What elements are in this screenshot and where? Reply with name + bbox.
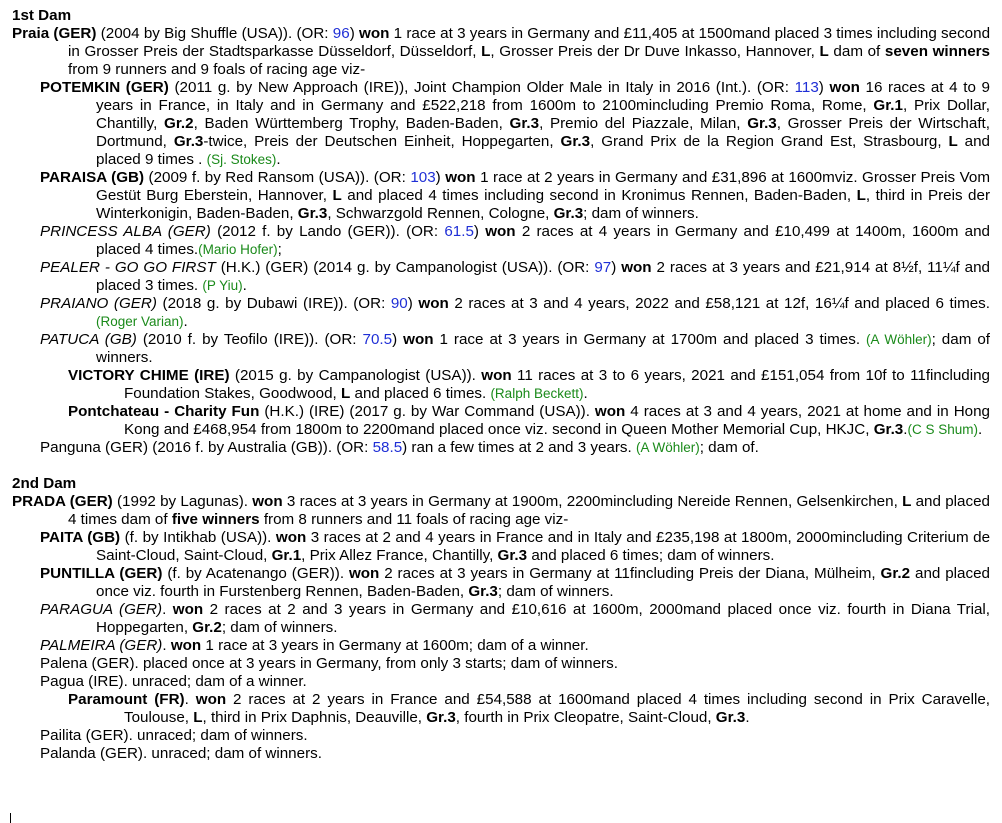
trainer: (Mario Hofer) (198, 242, 278, 257)
offspring-entry-pagua: Pagua (IRE). unraced; dam of a winner. (40, 673, 307, 690)
grand-offspring-entry-victory-chime: VICTORY CHIME (IRE) (2015 g. by Campanologist (USA)). won 11 races at 3 to 6 years, 2021 and £151,054 from 10f to 11fincluding Foundation Stakes, Goodwood, L and placed 6 times. (Ralph Beckett). (68, 367, 991, 402)
or-rating: 113 (794, 79, 819, 96)
horse-name: PALMEIRA (GER) (40, 637, 163, 654)
trainer: (A Wöhler) (635, 440, 700, 455)
text-cursor (10, 813, 11, 823)
offspring-entry-paraisa: PARAISA (GB) (2009 f. by Red Ransom (USA)). (OR: 103) won 1 race at 2 years in Germany and £31,896 at 1600mviz. Grosser Preis Vom Gestüt Burg Eberstein, Hannover, L and placed 4 times including second in Kronimus Rennen, Baden-Baden, L, third in Preis der Winterkonigin, Baden-Baden, Gr.3, Schwarzgold Rennen, Cologne, Gr.3; dam of winners. (40, 169, 991, 222)
offspring-entry-palmeira: PALMEIRA (GER). won 1 race at 3 years in Germany at 1600m; dam of a winner. (40, 637, 589, 654)
or-rating: 97 (594, 259, 612, 276)
trainer: (A Wöhler) (866, 332, 932, 347)
trainer: (P Yiu) (202, 278, 243, 293)
or-rating: 61.5 (444, 223, 474, 240)
horse-name: PRAIANO (GER) (40, 295, 157, 312)
section-spacer (12, 457, 990, 475)
horse-name: PEALER - GO GO FIRST (40, 259, 216, 276)
trainer: (Sj. Stokes) (206, 152, 277, 167)
offspring-entry-palanda: Palanda (GER). unraced; dam of winners. (40, 745, 322, 762)
horse-name: Paramount (FR) (68, 691, 185, 708)
horse-name: PUNTILLA (GER) (40, 565, 163, 582)
horse-name: PARAGUA (GER) (40, 601, 163, 618)
offspring-entry-praiano: PRAIANO (GER) (2018 g. by Dubawi (IRE)). (OR: 90) won 2 races at 3 and 4 years, 2022 and £58,121 at 12f, 16¼f and placed 6 times.(Roger Varian). (40, 295, 991, 330)
dam-entry-prada: PRADA (GER) (1992 by Lagunas). won 3 races at 3 years in Germany at 1900m, 2200mincluding Nereide Rennen, Gelsenkirchen, L and placed 4 times dam of five winners from 8 runners and 11 foals of racing age viz- (12, 493, 990, 528)
offspring-entry-palena: Palena (GER). placed once at 3 years in Germany, from only 3 starts; dam of winners. (40, 655, 618, 672)
horse-name: PAITA (GB) (40, 529, 121, 546)
trainer: (C S Shum) (907, 422, 978, 437)
or-rating: 70.5 (362, 331, 393, 348)
horse-name: VICTORY CHIME (IRE) (68, 367, 230, 384)
trainer: (Roger Varian) (96, 314, 184, 329)
horse-name: PATUCA (GB) (40, 331, 137, 348)
offspring-entry-princess-alba: PRINCESS ALBA (GER) (2012 f. by Lando (GER)). (OR: 61.5) won 2 races at 4 years in Germany and £10,499 at 1400m, 1600m and placed 4 times.(Mario Hofer); (40, 223, 990, 258)
horse-name: Panguna (GER) (40, 439, 149, 456)
offspring-entry-potemkin: POTEMKIN (GER) (2011 g. by New Approach (IRE)), Joint Champion Older Male in Italy in 2016 (Int.). (OR: 113) won 16 races at 4 to 9 years in France, in Italy and in Germany and £522,218 from 1600m to 2100mincluding Premio Roma, Rome, Gr.1, Prix Dollar, Chantilly, Gr.2, Baden Württemberg Trophy, Baden-Baden, Gr.3, Premio del Piazzale, Milan, Gr.3, Grosser Preis der Wirtschaft, Dortmund, Gr.3-twice, Preis der Deutschen Einheit, Hoppegarten, Gr.3, Grand Prix de la Region Grand Est, Strasbourg, L and placed 9 times . (Sj. Stokes). (40, 79, 991, 168)
offspring-entry-paita: PAITA (GB) (f. by Intikhab (USA)). won 3 races at 2 and 4 years in France and in Italy and £235,198 at 1800m, 2000mincluding Criterium de Saint-Cloud, Saint-Cloud, Gr.1, Prix Allez France, Chantilly, Gr.3 and placed 6 times; dam of winners. (40, 529, 991, 564)
horse-name: PRADA (GER) (12, 493, 113, 510)
or-rating: 96 (332, 25, 350, 42)
horse-name: Praia (GER) (12, 25, 97, 42)
offspring-entry-puntilla: PUNTILLA (GER) (f. by Acatenango (GER)). won 2 races at 3 years in Germany at 11fincluding Preis der Diana, Mülheim, Gr.2 and placed once viz. fourth in Furstenberg Rennen, Baden-Baden, Gr.3; dam of winners. (40, 565, 990, 600)
horse-name: PARAISA (GB) (40, 169, 145, 186)
first-dam-heading: 1st Dam (12, 7, 72, 24)
trainer: (Ralph Beckett) (490, 386, 584, 401)
offspring-entry-patuca: PATUCA (GB) (2010 f. by Teofilo (IRE)). (OR: 70.5) won 1 race at 3 years in Germany at 1700m and placed 3 times. (A Wöhler); dam of winners. (40, 331, 991, 366)
offspring-entry-pealer: PEALER - GO GO FIRST (H.K.) (GER) (2014 g. by Campanologist (USA)). (OR: 97) won 2 races at 3 years and £21,914 at 8½f, 11¼f and placed 3 times. (P Yiu). (40, 259, 991, 294)
horse-name: Pontchateau - Charity Fun (68, 403, 260, 420)
dam-entry-praia: Praia (GER) (2004 by Big Shuffle (USA)). (OR: 96) won 1 race at 3 years in Germany and £11,405 at 1500mand placed 3 times including second in Grosser Preis der Stadtsparkasse Düsseldorf, Düsseldorf, L, Grosser Preis der Dr Duve Inkasso, Hannover, L dam of seven winners from 9 runners and 9 foals of racing age viz- (12, 25, 991, 78)
grand-offspring-entry-paramount: Paramount (FR). won 2 races at 2 years in France and £54,588 at 1600mand placed 4 times including second in Prix Caravelle, Toulouse, L, third in Prix Daphnis, Deauville, Gr.3, fourth in Prix Cleopatre, Saint-Cloud, Gr.3. (68, 691, 990, 726)
or-rating: 90 (390, 295, 408, 312)
second-dam-heading: 2nd Dam (12, 475, 77, 492)
offspring-entry-paragua: PARAGUA (GER). won 2 races at 2 and 3 years in Germany and £10,616 at 1600m, 2000mand placed once viz. fourth in Diana Trial, Hoppegarten, Gr.2; dam of winners. (40, 601, 990, 636)
horse-name: PRINCESS ALBA (GER) (40, 223, 211, 240)
offspring-entry-pailita: Pailita (GER). unraced; dam of winners. (40, 727, 308, 744)
or-rating: 58.5 (372, 439, 403, 456)
or-rating: 103 (410, 169, 436, 186)
offspring-entry-panguna: Panguna (GER) (2016 f. by Australia (GB)). (OR: 58.5) ran a few times at 2 and 3 years. (A Wöhler); dam of. (40, 439, 759, 456)
horse-name: POTEMKIN (GER) (40, 79, 169, 96)
grand-offspring-entry-pontchateau: Pontchateau - Charity Fun (H.K.) (IRE) (2017 g. by War Command (USA)). won 4 races at 3 and 4 years, 2021 at home and in Hong Kong and £468,954 from 1800m to 2200mand placed once viz. second in Queen Mother Memorial Cup, HKJC, Gr.3.(C S Shum). (68, 403, 991, 438)
